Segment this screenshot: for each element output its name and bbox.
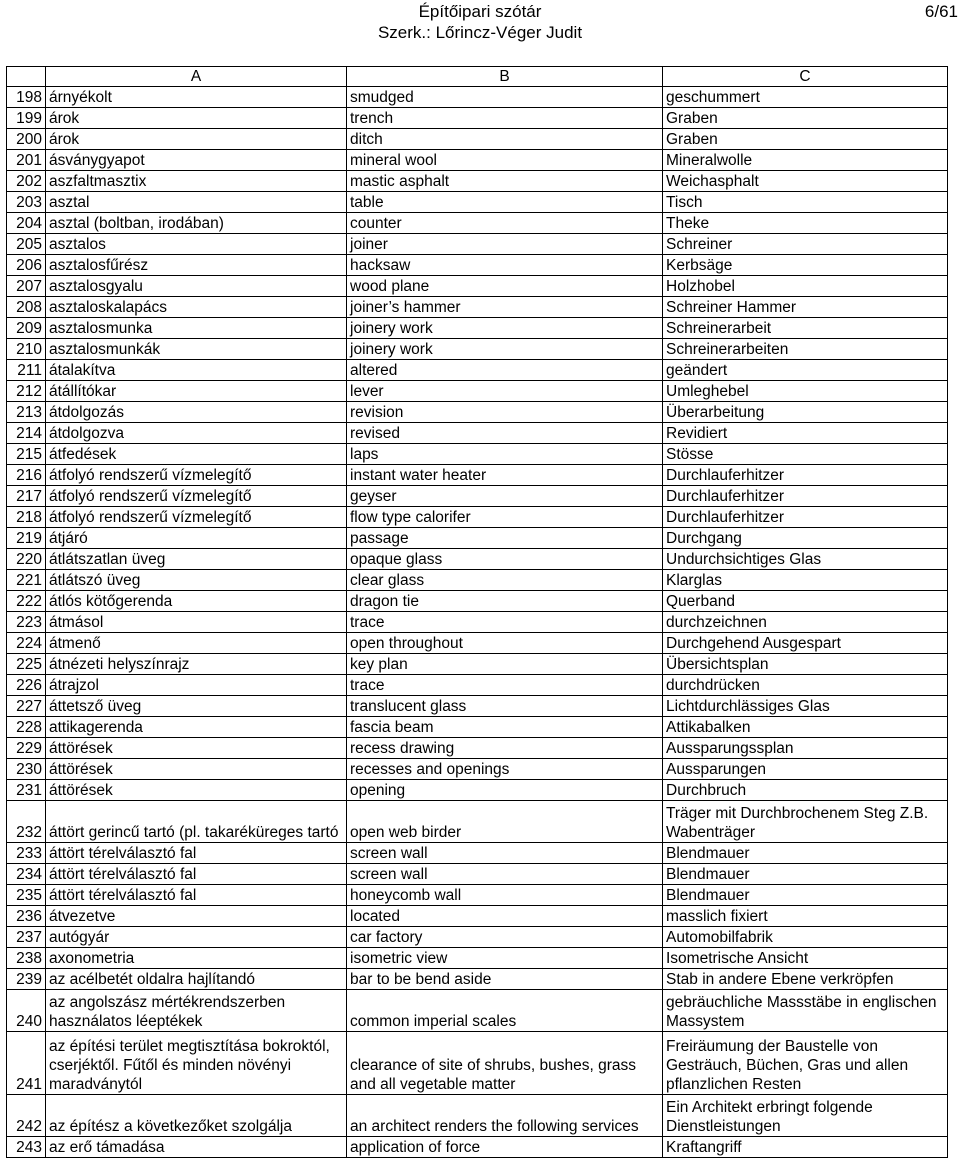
table-row <box>7 864 948 885</box>
page-header <box>0 0 960 44</box>
table-row <box>7 927 948 948</box>
german-term-cell: Schreinerarbeiten <box>663 339 948 360</box>
hungarian-term-cell: átmásol <box>46 612 347 633</box>
english-term-cell: joiner <box>347 234 663 255</box>
german-term-cell: Graben <box>663 108 948 129</box>
table-row <box>7 1137 948 1158</box>
english-term-cell: hacksaw <box>347 255 663 276</box>
german-term-cell: Attikabalken <box>663 717 948 738</box>
english-term-cell: isometric view <box>347 948 663 969</box>
row-number-cell: 206 <box>7 255 46 276</box>
row-number-cell: 216 <box>7 465 46 486</box>
english-term-cell: screen wall <box>347 843 663 864</box>
english-term-cell: flow type calorifer <box>347 507 663 528</box>
column-header-c: C <box>663 67 948 87</box>
row-number-cell: 203 <box>7 192 46 213</box>
table-row <box>7 948 948 969</box>
table-row <box>7 465 948 486</box>
hungarian-term-cell: átállítókar <box>46 381 347 402</box>
hungarian-term-cell: áttörések <box>46 759 347 780</box>
hungarian-term-cell: árnyékolt <box>46 87 347 108</box>
german-term-cell: Schreinerarbeit <box>663 318 948 339</box>
hungarian-term-cell: asztalosgyalu <box>46 276 347 297</box>
table-row <box>7 906 948 927</box>
german-term-cell: geändert <box>663 360 948 381</box>
english-term-cell: joiner’s hammer <box>347 297 663 318</box>
german-term-cell: Klarglas <box>663 570 948 591</box>
hungarian-term-cell: ásványgyapot <box>46 150 347 171</box>
row-number-cell: 201 <box>7 150 46 171</box>
english-term-cell: common imperial scales <box>347 990 663 1032</box>
table-row <box>7 171 948 192</box>
hungarian-term-cell: asztaloskalapács <box>46 297 347 318</box>
row-number-cell: 240 <box>7 990 46 1032</box>
hungarian-term-cell: átfedések <box>46 444 347 465</box>
hungarian-term-cell: aszfaltmasztix <box>46 171 347 192</box>
dictionary-table <box>6 66 948 1158</box>
english-term-cell: ditch <box>347 129 663 150</box>
row-number-cell: 202 <box>7 171 46 192</box>
row-number-cell: 230 <box>7 759 46 780</box>
row-number-cell: 198 <box>7 87 46 108</box>
english-term-cell: trench <box>347 108 663 129</box>
german-term-cell: Überarbeitung <box>663 402 948 423</box>
german-term-cell: Revidiert <box>663 423 948 444</box>
hungarian-term-cell: átmenő <box>46 633 347 654</box>
row-number-cell: 238 <box>7 948 46 969</box>
row-number-cell: 220 <box>7 549 46 570</box>
hungarian-term-cell: áttört térelválasztó fal <box>46 885 347 906</box>
row-number-cell: 228 <box>7 717 46 738</box>
table-row <box>7 654 948 675</box>
column-header-row <box>7 67 948 87</box>
german-term-cell: Durchbruch <box>663 780 948 801</box>
row-number-cell: 200 <box>7 129 46 150</box>
row-number-cell: 226 <box>7 675 46 696</box>
table-row <box>7 129 948 150</box>
english-term-cell: mastic asphalt <box>347 171 663 192</box>
row-number-cell: 227 <box>7 696 46 717</box>
english-term-cell: open web birder <box>347 801 663 843</box>
german-term-cell: Träger mit Durchbrochenem Steg Z.B. Wabenträger <box>663 801 948 843</box>
table-row <box>7 234 948 255</box>
hungarian-term-cell: asztalosmunkák <box>46 339 347 360</box>
german-term-cell: Kerbsäge <box>663 255 948 276</box>
english-term-cell: smudged <box>347 87 663 108</box>
table-row <box>7 675 948 696</box>
german-term-cell: Blendmauer <box>663 864 948 885</box>
row-number-cell: 211 <box>7 360 46 381</box>
table-row <box>7 1095 948 1137</box>
english-term-cell: trace <box>347 612 663 633</box>
table-row <box>7 738 948 759</box>
table-body <box>7 87 948 1158</box>
german-term-cell: Stab in andere Ebene verkröpfen <box>663 969 948 990</box>
row-number-cell: 242 <box>7 1095 46 1137</box>
german-term-cell: Theke <box>663 213 948 234</box>
table-row <box>7 87 948 108</box>
row-number-cell: 199 <box>7 108 46 129</box>
table-row <box>7 423 948 444</box>
hungarian-term-cell: asztalosmunka <box>46 318 347 339</box>
table-row <box>7 717 948 738</box>
table-row <box>7 108 948 129</box>
table-row <box>7 360 948 381</box>
english-term-cell: clearance of site of shrubs, bushes, grass and all vegetable matter <box>347 1032 663 1095</box>
row-number-cell: 207 <box>7 276 46 297</box>
german-term-cell: Freiräumung der Baustelle von Gesträuch, Büchen, Gras und allen pflanzlichen Resten <box>663 1032 948 1095</box>
table-row <box>7 801 948 843</box>
table-row <box>7 969 948 990</box>
table-row <box>7 633 948 654</box>
hungarian-term-cell: átjáró <box>46 528 347 549</box>
hungarian-term-cell: áttört gerincű tartó (pl. takaréküreges tartó <box>46 801 347 843</box>
table-row <box>7 213 948 234</box>
english-term-cell: car factory <box>347 927 663 948</box>
hungarian-term-cell: asztalosfűrész <box>46 255 347 276</box>
hungarian-term-cell: áttört térelválasztó fal <box>46 864 347 885</box>
german-term-cell: durchzeichnen <box>663 612 948 633</box>
english-term-cell: fascia beam <box>347 717 663 738</box>
english-term-cell: located <box>347 906 663 927</box>
table-row <box>7 255 948 276</box>
table-row <box>7 612 948 633</box>
hungarian-term-cell: az acélbetét oldalra hajlítandó <box>46 969 347 990</box>
hungarian-term-cell: átdolgozás <box>46 402 347 423</box>
column-header-number <box>7 67 46 87</box>
row-number-cell: 239 <box>7 969 46 990</box>
german-term-cell: Stösse <box>663 444 948 465</box>
table-row <box>7 780 948 801</box>
hungarian-term-cell: attikagerenda <box>46 717 347 738</box>
row-number-cell: 215 <box>7 444 46 465</box>
english-term-cell: lever <box>347 381 663 402</box>
english-term-cell: geyser <box>347 486 663 507</box>
english-term-cell: mineral wool <box>347 150 663 171</box>
german-term-cell: Lichtdurchlässiges Glas <box>663 696 948 717</box>
row-number-cell: 208 <box>7 297 46 318</box>
table-row <box>7 570 948 591</box>
row-number-cell: 212 <box>7 381 46 402</box>
german-term-cell: Blendmauer <box>663 885 948 906</box>
row-number-cell: 222 <box>7 591 46 612</box>
page-number: 6/61 <box>924 2 958 21</box>
row-number-cell: 234 <box>7 864 46 885</box>
table-row <box>7 591 948 612</box>
english-term-cell: key plan <box>347 654 663 675</box>
english-term-cell: recesses and openings <box>347 759 663 780</box>
hungarian-term-cell: autógyár <box>46 927 347 948</box>
table-row <box>7 381 948 402</box>
table-row <box>7 990 948 1032</box>
row-number-cell: 237 <box>7 927 46 948</box>
english-term-cell: altered <box>347 360 663 381</box>
hungarian-term-cell: átvezetve <box>46 906 347 927</box>
row-number-cell: 221 <box>7 570 46 591</box>
english-term-cell: screen wall <box>347 864 663 885</box>
hungarian-term-cell: átlátszó üveg <box>46 570 347 591</box>
english-term-cell: dragon tie <box>347 591 663 612</box>
hungarian-term-cell: az építési terület megtisztítása bokroktól, cserjéktől. Fűtől és minden növényi maradványtól <box>46 1032 347 1095</box>
table-row <box>7 1032 948 1095</box>
hungarian-term-cell: az angolszász mértékrendszerben használatos léeptékek <box>46 990 347 1032</box>
column-header-b: B <box>347 67 663 87</box>
document-editor: Szerk.: Lőrincz-Véger Judit <box>377 23 583 42</box>
hungarian-term-cell: átalakítva <box>46 360 347 381</box>
german-term-cell: Umleghebel <box>663 381 948 402</box>
english-term-cell: joinery work <box>347 318 663 339</box>
german-term-cell: Durchgehend Ausgespart <box>663 633 948 654</box>
english-term-cell: opening <box>347 780 663 801</box>
row-number-cell: 235 <box>7 885 46 906</box>
hungarian-term-cell: átfolyó rendszerű vízmelegítő <box>46 486 347 507</box>
row-number-cell: 243 <box>7 1137 46 1158</box>
row-number-cell: 205 <box>7 234 46 255</box>
german-term-cell: Durchlauferhitzer <box>663 465 948 486</box>
german-term-cell: Weichasphalt <box>663 171 948 192</box>
table-row <box>7 339 948 360</box>
table-row <box>7 759 948 780</box>
row-number-cell: 213 <box>7 402 46 423</box>
english-term-cell: instant water heater <box>347 465 663 486</box>
row-number-cell: 219 <box>7 528 46 549</box>
table-row <box>7 528 948 549</box>
hungarian-term-cell: átnézeti helyszínrajz <box>46 654 347 675</box>
row-number-cell: 217 <box>7 486 46 507</box>
english-term-cell: open throughout <box>347 633 663 654</box>
table-row <box>7 402 948 423</box>
english-term-cell: table <box>347 192 663 213</box>
row-number-cell: 214 <box>7 423 46 444</box>
english-term-cell: clear glass <box>347 570 663 591</box>
table-row <box>7 276 948 297</box>
english-term-cell: wood plane <box>347 276 663 297</box>
english-term-cell: counter <box>347 213 663 234</box>
table-row <box>7 318 948 339</box>
hungarian-term-cell: átlátszatlan üveg <box>46 549 347 570</box>
hungarian-term-cell: áttörések <box>46 738 347 759</box>
english-term-cell: honeycomb wall <box>347 885 663 906</box>
hungarian-term-cell: asztal (boltban, irodában) <box>46 213 347 234</box>
table-row <box>7 696 948 717</box>
german-term-cell: Aussparungssplan <box>663 738 948 759</box>
column-header-a: A <box>46 67 347 87</box>
row-number-cell: 209 <box>7 318 46 339</box>
german-term-cell: durchdrücken <box>663 675 948 696</box>
table-row <box>7 549 948 570</box>
hungarian-term-cell: átfolyó rendszerű vízmelegítő <box>46 465 347 486</box>
german-term-cell: Querband <box>663 591 948 612</box>
english-term-cell: joinery work <box>347 339 663 360</box>
table-row <box>7 444 948 465</box>
german-term-cell: Automobilfabrik <box>663 927 948 948</box>
german-term-cell: geschummert <box>663 87 948 108</box>
german-term-cell: Blendmauer <box>663 843 948 864</box>
row-number-cell: 232 <box>7 801 46 843</box>
row-number-cell: 236 <box>7 906 46 927</box>
german-term-cell: Tisch <box>663 192 948 213</box>
german-term-cell: Aussparungen <box>663 759 948 780</box>
hungarian-term-cell: asztalos <box>46 234 347 255</box>
german-term-cell: Undurchsichtiges Glas <box>663 549 948 570</box>
row-number-cell: 204 <box>7 213 46 234</box>
hungarian-term-cell: axonometria <box>46 948 347 969</box>
german-term-cell: masslich fixiert <box>663 906 948 927</box>
row-number-cell: 233 <box>7 843 46 864</box>
hungarian-term-cell: áttört térelválasztó fal <box>46 843 347 864</box>
german-term-cell: Schreiner <box>663 234 948 255</box>
table-row <box>7 150 948 171</box>
german-term-cell: Holzhobel <box>663 276 948 297</box>
hungarian-term-cell: az erő támadása <box>46 1137 347 1158</box>
table-row <box>7 843 948 864</box>
german-term-cell: Durchgang <box>663 528 948 549</box>
table-row <box>7 297 948 318</box>
table-row <box>7 885 948 906</box>
german-term-cell: Durchlauferhitzer <box>663 507 948 528</box>
german-term-cell: Schreiner Hammer <box>663 297 948 318</box>
english-term-cell: translucent glass <box>347 696 663 717</box>
german-term-cell: gebräuchliche Massstäbe in englischen Massystem <box>663 990 948 1032</box>
german-term-cell: Kraftangriff <box>663 1137 948 1158</box>
german-term-cell: Durchlauferhitzer <box>663 486 948 507</box>
english-term-cell: laps <box>347 444 663 465</box>
german-term-cell: Mineralwolle <box>663 150 948 171</box>
english-term-cell: bar to be bend aside <box>347 969 663 990</box>
german-term-cell: Ein Architekt erbringt folgende Dienstleistungen <box>663 1095 948 1137</box>
english-term-cell: application of force <box>347 1137 663 1158</box>
hungarian-term-cell: átlós kötőgerenda <box>46 591 347 612</box>
hungarian-term-cell: átrajzol <box>46 675 347 696</box>
english-term-cell: revised <box>347 423 663 444</box>
english-term-cell: an architect renders the following services <box>347 1095 663 1137</box>
hungarian-term-cell: árok <box>46 108 347 129</box>
row-number-cell: 241 <box>7 1032 46 1095</box>
english-term-cell: recess drawing <box>347 738 663 759</box>
hungarian-term-cell: áttörések <box>46 780 347 801</box>
row-number-cell: 224 <box>7 633 46 654</box>
german-term-cell: Graben <box>663 129 948 150</box>
english-term-cell: trace <box>347 675 663 696</box>
row-number-cell: 229 <box>7 738 46 759</box>
table-row <box>7 486 948 507</box>
english-term-cell: revision <box>347 402 663 423</box>
row-number-cell: 231 <box>7 780 46 801</box>
german-term-cell: Isometrische Ansicht <box>663 948 948 969</box>
table-row <box>7 192 948 213</box>
hungarian-term-cell: átdolgozva <box>46 423 347 444</box>
hungarian-term-cell: átfolyó rendszerű vízmelegítő <box>46 507 347 528</box>
row-number-cell: 223 <box>7 612 46 633</box>
table-row <box>7 507 948 528</box>
hungarian-term-cell: asztal <box>46 192 347 213</box>
document-title: Építőipari szótár <box>418 2 542 21</box>
row-number-cell: 218 <box>7 507 46 528</box>
hungarian-term-cell: az építész a következőket szolgálja <box>46 1095 347 1137</box>
row-number-cell: 225 <box>7 654 46 675</box>
english-term-cell: passage <box>347 528 663 549</box>
english-term-cell: opaque glass <box>347 549 663 570</box>
german-term-cell: Übersichtsplan <box>663 654 948 675</box>
hungarian-term-cell: áttetsző üveg <box>46 696 347 717</box>
row-number-cell: 210 <box>7 339 46 360</box>
hungarian-term-cell: árok <box>46 129 347 150</box>
